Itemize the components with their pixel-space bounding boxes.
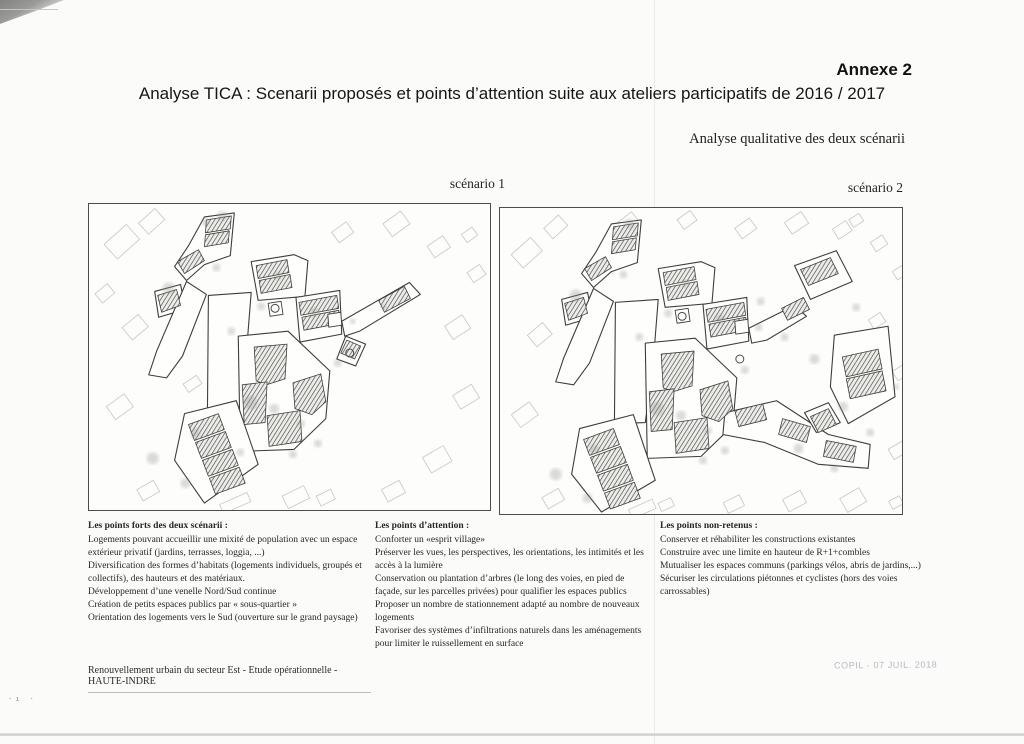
- small-building: [328, 312, 342, 327]
- parcel-outline: [183, 375, 202, 392]
- parcel-outline: [137, 480, 160, 501]
- tree-canopy: [583, 493, 593, 503]
- parcel-outline: [467, 264, 486, 282]
- tree-canopy: [781, 333, 789, 341]
- parcel-outline: [316, 489, 335, 506]
- tree-canopy: [212, 264, 220, 272]
- tree-canopy: [350, 318, 356, 324]
- block-outline: [342, 282, 421, 336]
- column-heading: Les points forts des deux scénarii :: [88, 521, 228, 531]
- building-footprint: [661, 351, 694, 392]
- small-building: [675, 308, 690, 323]
- column-item: Préserver les vues, les perspectives, les orientations, les intimités et les accès à la lumière: [375, 548, 644, 571]
- column-items: [660, 534, 938, 599]
- parcel-outline: [782, 490, 806, 512]
- site-plan-scenario-2: [500, 208, 902, 514]
- parcel-outline: [383, 211, 410, 237]
- tree-canopy: [274, 272, 282, 280]
- building-footprint: [267, 411, 302, 447]
- tree-canopy: [297, 420, 305, 428]
- tree-canopy: [201, 218, 209, 226]
- tree-canopy: [830, 464, 838, 472]
- parcel-outline: [832, 221, 852, 240]
- tree-canopy: [381, 304, 387, 310]
- column-points-forts: [88, 520, 365, 625]
- tree-canopy: [190, 429, 200, 439]
- parcel-outline: [427, 236, 450, 258]
- tree-canopy: [309, 307, 319, 317]
- tree-canopy: [755, 323, 763, 331]
- small-building: [735, 319, 749, 334]
- tree-canopy: [699, 456, 707, 464]
- tree-canopy: [838, 402, 848, 412]
- date-stamp: COPIL - 07 JUIL. 2018: [833, 659, 938, 671]
- tree-canopy: [624, 219, 634, 229]
- panel-label-scenario-1: scénario 1: [449, 176, 505, 191]
- column-item: Favoriser des systèmes d’infiltrations naturels dans les aménagements pour limiter le ruissellement en surface: [375, 626, 642, 649]
- tree-canopy: [635, 333, 643, 341]
- map-panel-scenario-2: [499, 207, 903, 515]
- tree-canopy: [289, 450, 297, 458]
- parcel-outline: [527, 323, 552, 347]
- column-heading: Les points d’attention :: [375, 521, 470, 531]
- parcel-outline: [784, 212, 808, 235]
- parcel-outline: [104, 224, 139, 259]
- tree-canopy: [570, 289, 582, 301]
- parcel-outline: [381, 480, 405, 502]
- parcel-outline: [888, 441, 902, 459]
- column-items: [375, 534, 652, 651]
- tree-canopy: [721, 446, 729, 454]
- column-item: Proposer un nombre de stationnement adapté au nombre de nouveaux logements: [375, 600, 640, 623]
- column-item: Mutualiser les espaces communs (parkings vélos, abris de jardins,...): [660, 561, 921, 571]
- tree-canopy: [757, 297, 765, 305]
- column-item: Diversification des formes d’habitats (logements individuels, groupés et collectifs), des hauteurs et des matériaux.: [88, 561, 362, 584]
- parcel-outline: [889, 496, 902, 509]
- column-item: Développement d’une venelle Nord/Sud continue: [88, 587, 277, 597]
- tree-canopy: [704, 427, 712, 435]
- tree-canopy: [852, 303, 860, 311]
- column-item: Conserver et réhabiliter les constructions existantes: [660, 535, 856, 545]
- site-plan-scenario-1: [89, 204, 490, 510]
- tree-canopy: [181, 478, 191, 488]
- column-heading: Les points non-retenus :: [660, 521, 758, 531]
- column-item: Logements pouvant accueillir une mixité de population avec un espace extérieur privatif (jardins, terrasses, loggia, ...): [88, 535, 358, 558]
- tree-canopy: [866, 429, 874, 437]
- column-points-attention: [375, 520, 652, 651]
- parcel-outline: [461, 227, 477, 243]
- parcel-outline: [511, 402, 538, 428]
- tree-canopy: [243, 396, 257, 410]
- tree-canopy: [314, 439, 322, 447]
- building-footprint: [674, 418, 709, 454]
- tree-canopy: [650, 402, 664, 416]
- column-items: [88, 534, 365, 625]
- column-item: Construire avec une limite en hauteur de R+1+combles: [660, 548, 870, 558]
- subtitle: Analyse qualitative des deux scénarii: [689, 131, 905, 147]
- page-title: Analyse TICA : Scenarii proposés et points d’attention suite aux ateliers participatifs de 2016 / 2017: [138, 84, 886, 103]
- parcel-outline: [628, 499, 656, 514]
- parcel-outline: [422, 446, 452, 473]
- tree-canopy: [147, 452, 159, 464]
- tree-canopy: [590, 444, 600, 454]
- footer-text: Renouvellement urbain du secteur Est - Etude opérationnelle - HAUTE-INDRE: [88, 665, 371, 693]
- parcel-outline: [220, 492, 251, 510]
- tree-canopy: [681, 280, 689, 288]
- tree-canopy: [236, 448, 244, 456]
- tree-canopy: [893, 384, 899, 390]
- circular-mark-icon: [736, 355, 744, 363]
- parcel-outline: [139, 209, 165, 235]
- parcel-outline: [95, 284, 115, 303]
- tree-canopy: [664, 309, 672, 317]
- tree-canopy: [269, 404, 279, 414]
- column-item: Conservation ou plantation d’arbres (le long des voies, en pied de façade, sur les parcelles privées) pour qualifier les espaces publics: [375, 574, 627, 597]
- parcel-outline: [445, 315, 471, 340]
- parcel-outline: [544, 215, 568, 239]
- parcel-outline: [723, 495, 744, 514]
- tree-canopy: [163, 282, 175, 294]
- parcel-outline: [511, 237, 542, 268]
- parcel-outline: [106, 394, 133, 420]
- tree-canopy: [676, 411, 686, 421]
- small-building: [268, 301, 283, 316]
- tree-canopy: [715, 314, 725, 324]
- scan-corner-shadow: [0, 0, 74, 24]
- scan-bottom-edge: [0, 733, 1024, 736]
- parcel-outline: [870, 235, 888, 252]
- parcel-outline: [840, 488, 867, 513]
- column-item: Sécuriser les circulations piétonnes et cyclistes (hors des voies carrossables): [660, 574, 898, 597]
- building-footprint: [254, 344, 287, 385]
- column-item: Création de petits espaces publics par « sous-quartier »: [88, 600, 297, 610]
- annexe-label: Annexe 2: [836, 60, 912, 79]
- scan-edge-line: [0, 9, 58, 10]
- parcel-outline: [658, 498, 674, 512]
- parcel-outline: [849, 213, 864, 227]
- parcel-outline: [542, 488, 565, 509]
- map-panel-scenario-1: [88, 203, 491, 511]
- tree-canopy: [794, 443, 804, 453]
- parcel-outline: [453, 384, 480, 409]
- tree-canopy: [550, 468, 562, 480]
- tree-canopy: [227, 327, 235, 335]
- tree-canopy: [257, 302, 265, 310]
- tree-canopy: [217, 211, 227, 221]
- column-points-non-retenus: [660, 520, 938, 599]
- parcel-outline: [677, 210, 697, 229]
- ink-specks: ·ı ·: [8, 695, 37, 703]
- tree-canopy: [809, 354, 819, 364]
- tree-canopy: [741, 366, 749, 374]
- parcel-outline: [282, 486, 310, 509]
- parcel-outline: [735, 218, 757, 239]
- panel-label-scenario-2: scénario 2: [847, 180, 903, 195]
- parcel-outline: [122, 314, 148, 340]
- parcel-outline: [892, 265, 902, 280]
- parcel-outline: [332, 222, 354, 243]
- column-item: Orientation des logements vers le Sud (ouverture sur le grand paysage): [88, 613, 358, 623]
- tree-canopy: [334, 359, 342, 367]
- column-item: Conforter un «esprit village»: [375, 535, 486, 545]
- tree-canopy: [619, 271, 627, 279]
